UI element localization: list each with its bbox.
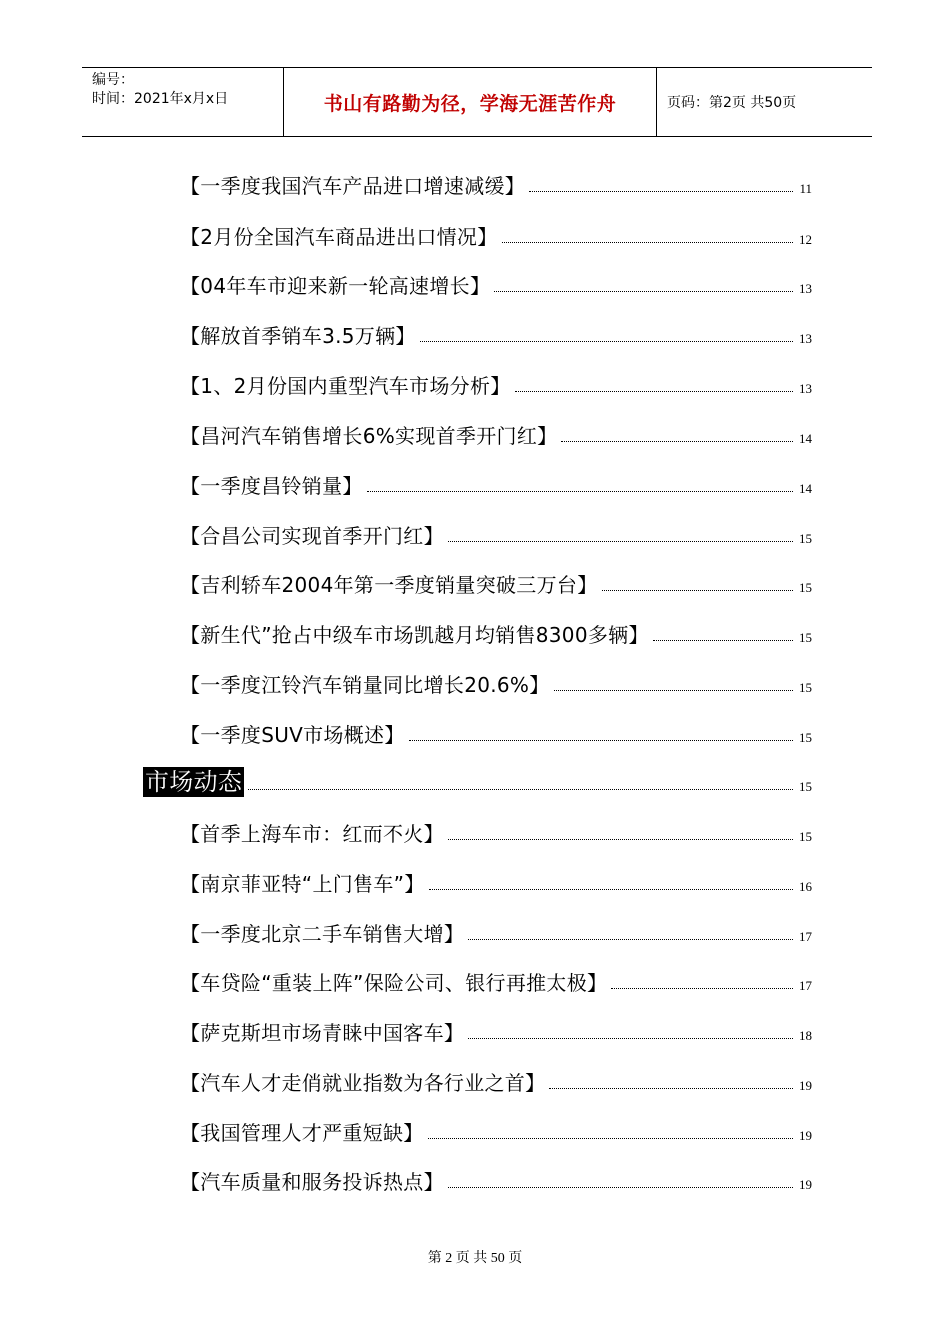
toc-page-number: 15: [799, 630, 812, 645]
toc-page-number: 12: [799, 232, 812, 247]
toc-entry[interactable]: [180, 517, 812, 549]
toc-page-number: 15: [799, 730, 812, 745]
toc-dot-leader: [494, 291, 793, 292]
toc-page-number: 15: [799, 779, 812, 794]
toc-dot-leader: [529, 191, 793, 192]
toc-entry-title: 【我国管理人才严重短缺】: [180, 1121, 424, 1145]
toc-dot-leader: [561, 441, 793, 442]
toc-entry[interactable]: [180, 1064, 812, 1096]
toc-entry[interactable]: [180, 467, 812, 499]
page-footer: 第 2 页 共 50 页: [427, 1251, 523, 1266]
header-meta: [82, 68, 284, 136]
header-page-info: 页码：第2页 共50页: [667, 95, 797, 111]
toc-page-number: 13: [799, 381, 812, 396]
toc-dot-leader: [409, 740, 793, 741]
toc-entry[interactable]: [180, 566, 812, 598]
toc-dot-leader: [602, 590, 794, 591]
toc-entry-title: 【一季度我国汽车产品进口增速减缓】: [180, 174, 526, 198]
toc-entry[interactable]: [180, 716, 812, 748]
toc-entry-title: 市场动态: [145, 768, 243, 796]
toc-entry[interactable]: [180, 317, 812, 349]
toc-page-number: 19: [799, 1128, 812, 1143]
toc-entry-title: 【解放首季销车3.5万辆】: [180, 324, 416, 348]
toc-entry[interactable]: [180, 1163, 812, 1195]
toc-entry[interactable]: [180, 167, 812, 199]
toc-entry[interactable]: [180, 267, 812, 299]
toc-dot-leader: [653, 640, 793, 641]
toc-entry[interactable]: [180, 1114, 812, 1146]
toc-entry[interactable]: [180, 666, 812, 698]
toc-entry[interactable]: [180, 915, 812, 947]
toc-entry-title: 【一季度北京二手车销售大增】: [180, 922, 465, 946]
toc-section-heading[interactable]: [143, 765, 812, 797]
toc-page-number: 15: [799, 829, 812, 844]
toc-dot-leader: [502, 242, 793, 243]
toc-dot-leader: [428, 1138, 793, 1139]
toc-entry[interactable]: [180, 1014, 812, 1046]
toc-dot-leader: [248, 789, 793, 790]
toc-dot-leader: [448, 541, 793, 542]
toc-entry-title: 【昌河汽车销售增长6%实现首季开门红】: [180, 424, 558, 448]
toc-entry-title: 【萨克斯坦市场青睐中国客车】: [180, 1021, 465, 1045]
toc-page-number: 19: [799, 1078, 812, 1093]
toc-entry-title: 【新生代”抢占中级车市场凯越月均销售8300多辆】: [180, 623, 649, 647]
toc-page-number: 18: [799, 1028, 812, 1043]
toc-entry-title: 【一季度SUV市场概述】: [180, 723, 405, 747]
page-header: [82, 67, 872, 137]
toc-dot-leader: [420, 341, 793, 342]
toc-page-number: 15: [799, 580, 812, 595]
toc-page-number: 17: [799, 929, 812, 944]
toc-entry-title: 【04年车市迎来新一轮高速增长】: [180, 274, 491, 298]
toc-page-number: 15: [799, 680, 812, 695]
toc-page-number: 19: [799, 1177, 812, 1192]
toc-entry[interactable]: [180, 367, 812, 399]
toc-entry[interactable]: [180, 616, 812, 648]
header-motto: 书山有路勤为径，学海无涯苦作舟: [284, 68, 657, 136]
toc-entry-title: 【南京菲亚特“上门售车”】: [180, 872, 425, 896]
toc-dot-leader: [448, 1187, 793, 1188]
toc-entry[interactable]: [180, 964, 812, 996]
toc-dot-leader: [468, 1038, 793, 1039]
toc-entry-title: 【1、2月份国内重型汽车市场分析】: [180, 374, 511, 398]
toc-entry-title: 【一季度昌铃销量】: [180, 474, 363, 498]
toc-page-number: 17: [799, 978, 812, 993]
toc-entry[interactable]: [180, 218, 812, 250]
toc-entry-title: 【2月份全国汽车商品进出口情况】: [180, 225, 498, 249]
toc-page-number: 16: [799, 879, 812, 894]
toc-page-number: 14: [799, 431, 812, 446]
toc-entry[interactable]: [180, 417, 812, 449]
toc-dot-leader: [468, 939, 793, 940]
toc-entry-title: 【首季上海车市：红而不火】: [180, 822, 444, 846]
toc-page-number: 11: [799, 181, 812, 196]
toc-entry-title: 【合昌公司实现首季开门红】: [180, 524, 444, 548]
toc-entry-title: 【车贷险“重装上阵”保险公司、银行再推太极】: [180, 971, 608, 995]
toc-entry[interactable]: [180, 865, 812, 897]
header-number-label: 编号：: [92, 72, 134, 88]
toc-entry-title: 【汽车质量和服务投诉热点】: [180, 1170, 444, 1194]
toc-dot-leader: [554, 690, 793, 691]
toc-entry-title: 【汽车人才走俏就业指数为各行业之首】: [180, 1071, 546, 1095]
toc-entry-title: 【一季度江铃汽车销量同比增长20.6%】: [180, 673, 550, 697]
toc-dot-leader: [611, 988, 793, 989]
toc-dot-leader: [515, 391, 793, 392]
toc-dot-leader: [367, 491, 793, 492]
toc-page-number: 14: [799, 481, 812, 496]
toc-dot-leader: [448, 839, 793, 840]
toc-page-number: 13: [799, 331, 812, 346]
toc-entry[interactable]: [180, 815, 812, 847]
toc-dot-leader: [549, 1088, 793, 1089]
toc-page-number: 13: [799, 281, 812, 296]
toc-dot-leader: [429, 889, 793, 890]
toc-page-number: 15: [799, 531, 812, 546]
header-time-label: 时间：2021年x月x日: [92, 91, 229, 107]
toc-entry-title: 【吉利轿车2004年第一季度销量突破三万台】: [180, 573, 598, 597]
